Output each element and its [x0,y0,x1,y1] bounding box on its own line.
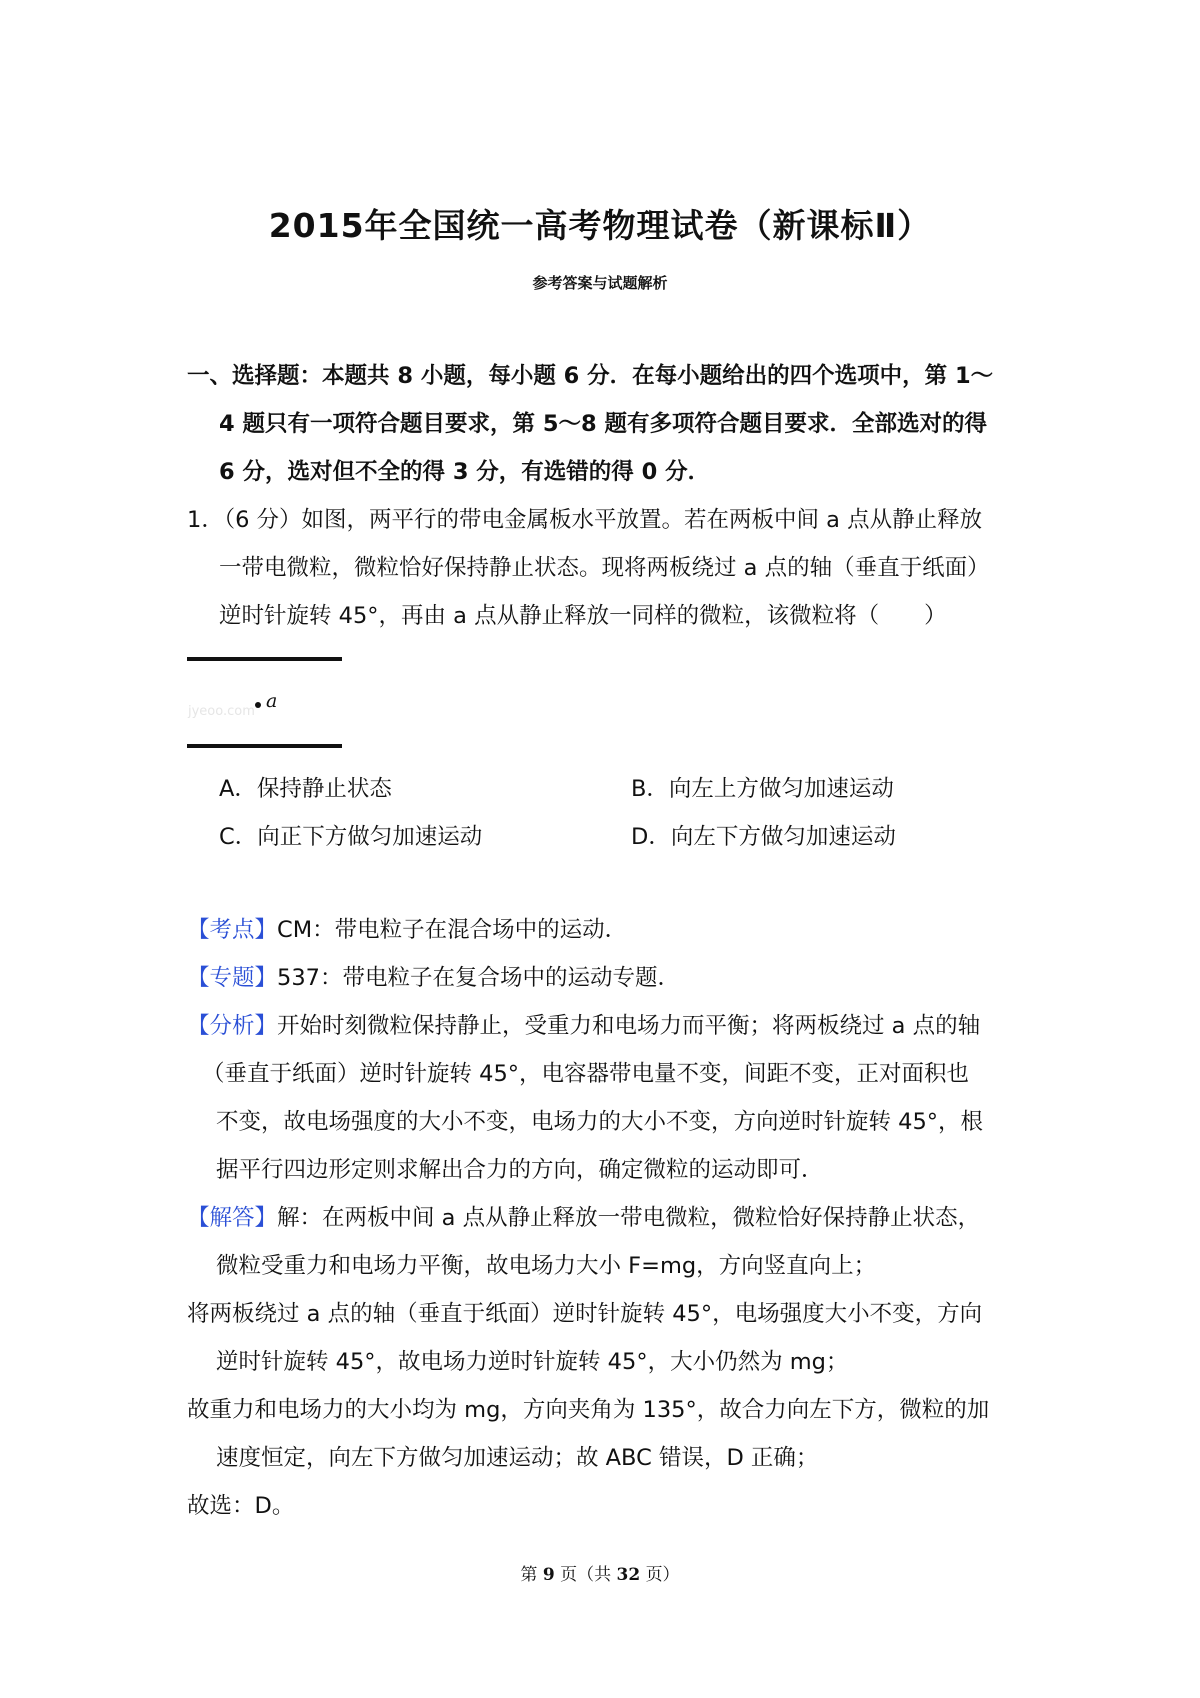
page-subtitle: 参考答案与试题解析 [532,274,668,292]
page-footer [0,1560,1200,1585]
option-c: C．向正下方做匀加速运动 [219,824,483,850]
jieda-line-4: 逆时针旋转 45°，故电场力逆时针旋转 45°，大小仍然为 mg； [216,1349,849,1375]
footer-suffix: 页） [645,1565,680,1585]
jieda-line-1 [187,1203,980,1233]
zhuanti-line [187,963,680,993]
page-title: 2015年全国统一高考物理试卷（新课标Ⅱ） [268,206,932,245]
section-heading-line-1: 一、选择题：本题共 8 小题，每小题 6 分．在每小题给出的四个选项中，第 1～ [187,363,994,389]
fenxi-text-1: 开始时刻微粒保持静止，受重力和电场力而平衡；将两板绕过 a 点的轴 [277,1013,981,1039]
footer-middle: 页（共 [560,1565,612,1585]
question-line-1: 1．（6 分）如图，两平行的带电金属板水平放置。若在两板中间 a 点从静止释放 [187,507,983,533]
footer-page-number: 9 [542,1565,555,1585]
figure-watermark: jyeoo.com [188,704,255,719]
fenxi-line-4: 据平行四边形定则求解出合力的方向，确定微粒的运动即可． [216,1157,824,1183]
kaodian-tag: 【考点】 [187,917,278,943]
fenxi-tag: 【分析】 [187,1013,278,1039]
kaodian-text: CM：带电粒子在混合场中的运动． [277,917,628,943]
section-heading-line-3: 6 分，选对但不全的得 3 分，有选错的得 0 分． [219,459,711,485]
zhuanti-text: 537：带电粒子在复合场中的运动专题． [277,965,680,991]
option-a: A．保持静止状态 [219,776,392,802]
lower-plate [187,744,342,748]
fenxi-line-3: 不变，故电场强度的大小不变，电场力的大小不变，方向逆时针旋转 45°，根 [216,1109,984,1135]
upper-plate [187,657,342,661]
fenxi-line-2: （垂直于纸面）逆时针旋转 45°，电容器带电量不变，间距不变，正对面积也 [202,1061,970,1087]
option-b: B．向左上方做匀加速运动 [631,776,894,802]
point-a-label: a [266,690,278,712]
option-d: D．向左下方做匀加速运动 [631,824,896,850]
section-heading-line-2: 4 题只有一项符合题目要求，第 5～8 题有多项符合题目要求．全部选对的得 [219,411,987,437]
question-line-2: 一带电微粒，微粒恰好保持静止状态。现将两板绕过 a 点的轴（垂直于纸面） [219,555,990,581]
footer-total-pages: 32 [616,1565,641,1585]
zhuanti-tag: 【专题】 [187,965,278,991]
jieda-line-5: 故重力和电场力的大小均为 mg，方向夹角为 135°，故合力向左下方，微粒的加 [187,1397,990,1423]
jieda-line-3: 将两板绕过 a 点的轴（垂直于纸面）逆时针旋转 45°，电场强度大小不变，方向 [187,1301,983,1327]
footer-prefix: 第 [520,1565,538,1585]
jieda-line-2: 微粒受重力和电场力平衡，故电场力大小 F=mg，方向竖直向上； [216,1253,877,1279]
jieda-line-6: 速度恒定，向左下方做匀加速运动；故 ABC 错误，D 正确； [216,1445,819,1471]
fenxi-line-1 [187,1011,980,1041]
jieda-line-7: 故选：D。 [187,1493,295,1519]
point-a-dot [255,702,261,708]
question-line-3: 逆时针旋转 45°，再由 a 点从静止释放一同样的微粒，该微粒将（ ） [219,603,947,629]
jieda-text-1: 解：在两板中间 a 点从静止释放一带电微粒，微粒恰好保持静止状态， [277,1205,981,1231]
jieda-tag: 【解答】 [187,1205,278,1231]
kaodian-line [187,915,627,945]
